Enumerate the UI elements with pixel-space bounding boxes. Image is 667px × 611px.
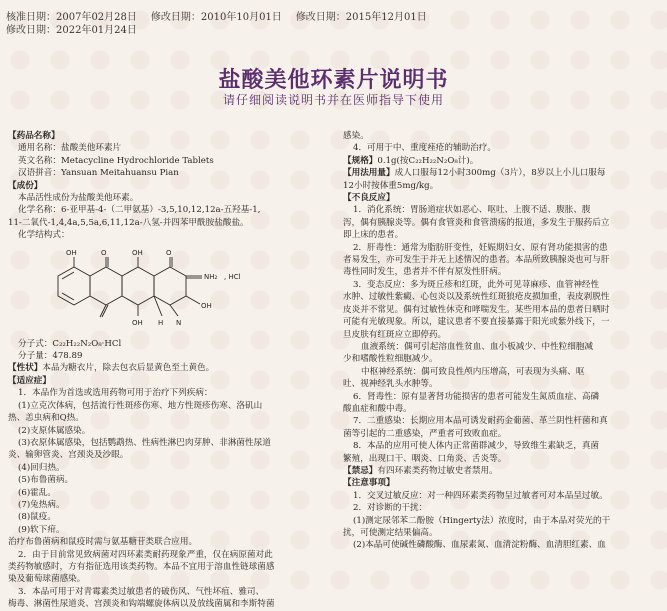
indication-line: 梅毒、淋菌性尿道炎、宫颈炎和钩端螺旋体病以及放线菌属和李斯特菌 [8,599,275,610]
adverse-line: 少和嗜酸性粒细胞减少。 [343,354,438,365]
indication-line: 类药物敏感时，方有指征选用该类药物。本品不宜用于溶血性链球菌感 [8,561,275,572]
revision-date-1: 修改日期：2010年10月01日 [150,12,282,23]
adverse-line: 即上床的患者。 [343,230,404,241]
indication-line: (3)衣原体属感染，包括鹦鹉热、性病性淋巴肉芽肿、非淋菌性尿道 [18,437,271,448]
indication-line: 2．由于目前常见致病菌对四环素类耐药现象严重，仅在病原菌对此 [18,549,273,560]
precaution-line: 2．对诊断的干扰： [353,503,428,514]
indication-line: (8)鼠疫。 [18,512,56,523]
indication-line: 热、恙虫病和Q热。 [8,413,84,424]
section-heading-properties: 【性状】 [8,363,43,374]
active-ingredient: 本品活性成份为盐酸美他环素。 [18,193,139,204]
left-column [8,130,326,611]
structure-label-o-2: O [166,248,172,257]
indication-line: 1．本品作为首选或选用药物可用于治疗下列疾病： [18,388,213,399]
adverse-line: 旦皮肤有红斑应立即停药。 [343,329,447,340]
structure-label: 化学结构式： [18,230,70,241]
dosage-text: 成人口服每12小时300mg（3片），8岁以上小儿口服每 [394,168,606,179]
indication-line: 治疗布鲁菌病和鼠疫时需与氨基糖苷类联合应用。 [8,537,198,548]
adverse-line: 血液系统：偶可引起溶血性贫血、血小板减少、中性粒细胞减 [361,341,594,352]
dosage-text-continued: 12小时按体重5mg/kg。 [343,180,439,191]
indication-line: (9)软下疳。 [18,524,65,535]
precaution-line: (2)本品可使碱性磷酸酶、血尿素氮、血清淀粉酶、血清胆红素、血 [353,540,606,551]
section-heading-contraindications: 【禁忌】 [343,465,378,476]
indication-line: (6)霍乱。 [18,487,56,498]
structure-label-oh-4: OH [132,318,143,327]
indication-line: (2)支原体属感染。 [18,425,91,436]
section-heading-composition: 【成份】 [8,180,43,191]
precaution-line: 扰，可使测定结果偏高。 [343,528,438,538]
molecular-formula: 分子式：C₂₂H₂₂N₂O₈·HCl [18,338,122,349]
structure-label-oh-1: OH [66,248,77,257]
indication-acne: 4．可用于中、重度痤疮的辅助治疗。 [353,143,496,154]
right-column [343,130,661,552]
adverse-line: 繁殖，出现口干、咽炎、口角炎、舌炎等。 [343,453,507,464]
approval-date: 核准日期：2007年02月28日 [6,12,137,23]
precaution-line: 1．交叉过敏反应：对一种四环素类药物呈过敏者可对本品呈过敏。 [353,490,608,501]
adverse-line: 2．肝毒性：通常为脂肪肝变性，妊娠期妇女、原有肾功能损害的患 [353,242,608,253]
section-heading-precautions: 【注意事项】 [343,478,395,489]
indication-continued: 感染。 [343,131,369,141]
english-name: 英文名称：Metacycline Hydrochloride Tablets [18,155,214,166]
adverse-line: 3．变态反应：多为斑丘疹和红斑，此外可见荨麻疹、血管神经性 [353,279,600,290]
pinyin-name: 汉语拼音：Yansuan Meitahuansu Pian [18,168,179,179]
revision-date-2: 修改日期：2015年12月01日 [295,12,427,23]
adverse-line: 菌等引起的二重感染，严重者可致败血症。 [343,428,507,439]
indication-line: (1)立克次体病，包括流行性斑疹伤寒、地方性斑疹伤寒、洛矶山 [18,400,263,411]
adverse-line: 可能有光敏现象。所以，建议患者不要直接暴露于阳光或紫外线下，一 [343,317,610,328]
indication-line: 炎、输卵管炎、宫颈炎及沙眼。 [8,450,129,461]
properties-text: 本品为糖衣片，除去包衣后显黄色至土黄色。 [42,363,215,374]
adverse-line: 1．消化系统：胃肠道症状如恶心、呕吐、上腹不适、腹胀、腹 [353,205,591,216]
adverse-line: 水肿、过敏性紫癜、心包炎以及系统性红斑狼疮皮损加重，表皮剥脱性 [343,292,610,303]
adverse-line: 酸血症和酸中毒。 [343,403,412,414]
revision-date-3: 修改日期：2022年01月24日 [6,25,137,36]
contraindications-text: 有四环素类药物过敏史者禁用。 [377,465,498,476]
document-subtitle: 请仔细阅读说明书并在医师指导下使用 [222,93,444,107]
section-heading-indications: 【适应症】 [8,375,51,386]
structure-label-h: H [158,318,164,327]
molecular-weight: 分子量：478.89 [18,351,83,362]
indication-line: (4)回归热。 [18,462,65,473]
section-heading-drug-name: 【药品名称】 [8,131,60,141]
chemical-name-line-2: 11-二氧代-1,4,4a,5,5a,6,11,12a-八氢-并四苯甲酰胺盐酸盐。 [8,217,249,228]
chemical-structure-diagram [38,246,278,334]
structure-label-nh2: NH₂ [204,272,218,281]
adverse-line: 中枢神经系统：偶可致良性颅内压增高，可表现为头痛、呕 [361,366,585,377]
adverse-line: 毒性同时发生，患者并不伴有原发性肝病。 [343,267,507,278]
generic-name: 通用名称：盐酸美他环素片 [18,143,122,154]
document-title: 盐酸美他环素片说明书 [218,68,449,93]
chemical-name-line-1: 化学名称：6-亚甲基-4-（二甲氨基）-3,5,10,12,12a-五羟基-1, [18,205,261,216]
specification-text: 0.1g(按C₂₂H₂₂N₂O₈计)。 [377,155,479,166]
section-heading-dosage: 【用法用量】 [343,168,395,179]
structure-label-o-1: O [101,248,107,257]
structure-label-hcl: , HCl [224,272,241,281]
adverse-line: 皮炎并不常见。偶有过敏性休克和哮喘发生。某些用本品的患者日晒时 [343,304,610,315]
adverse-line: 者易发生，亦可发生于并无上述情况的患者。本品所致胰腺炎也可与肝 [343,255,610,266]
precaution-line: (1)测定尿邻苯二酚胺（Hingerty法）浓度时，由于本品对荧光的干 [353,515,611,526]
section-heading-specification: 【规格】 [343,155,378,166]
structure-label-oh-2: OH [132,248,143,257]
indication-line: (5)布鲁菌病。 [18,475,74,486]
adverse-line: 7．二重感染：长期应用本品可诱发耐药金葡菌、革兰阴性杆菌和真 [353,416,608,427]
structure-label-oh-3: OH [201,301,212,310]
adverse-line: 6．肾毒性：原有显著肾功能损害的患者可能发生氮质血症、高磷 [353,391,600,402]
adverse-line: 吐、视神经乳头水肿等。 [343,379,438,390]
adverse-line: 8．本品的应用可使人体内正常菌群减少，导致维生素缺乏，真菌 [353,441,600,452]
adverse-line: 泻，偶有胰腺炎等。偶有食管炎和食管溃疡的报道，多发生于服药后立 [343,217,610,228]
indication-line: 染及葡萄球菌感染。 [8,574,86,585]
structure-label-n: N [176,318,182,327]
revision-dates-line [6,21,151,36]
indication-line: 3．本品可用于对青霉素类过敏患者的破伤风、气性坏疽、雅司、 [18,586,265,597]
section-heading-adverse-reactions: 【不良反应】 [343,193,395,204]
indication-line: (7)兔热病。 [18,499,65,510]
